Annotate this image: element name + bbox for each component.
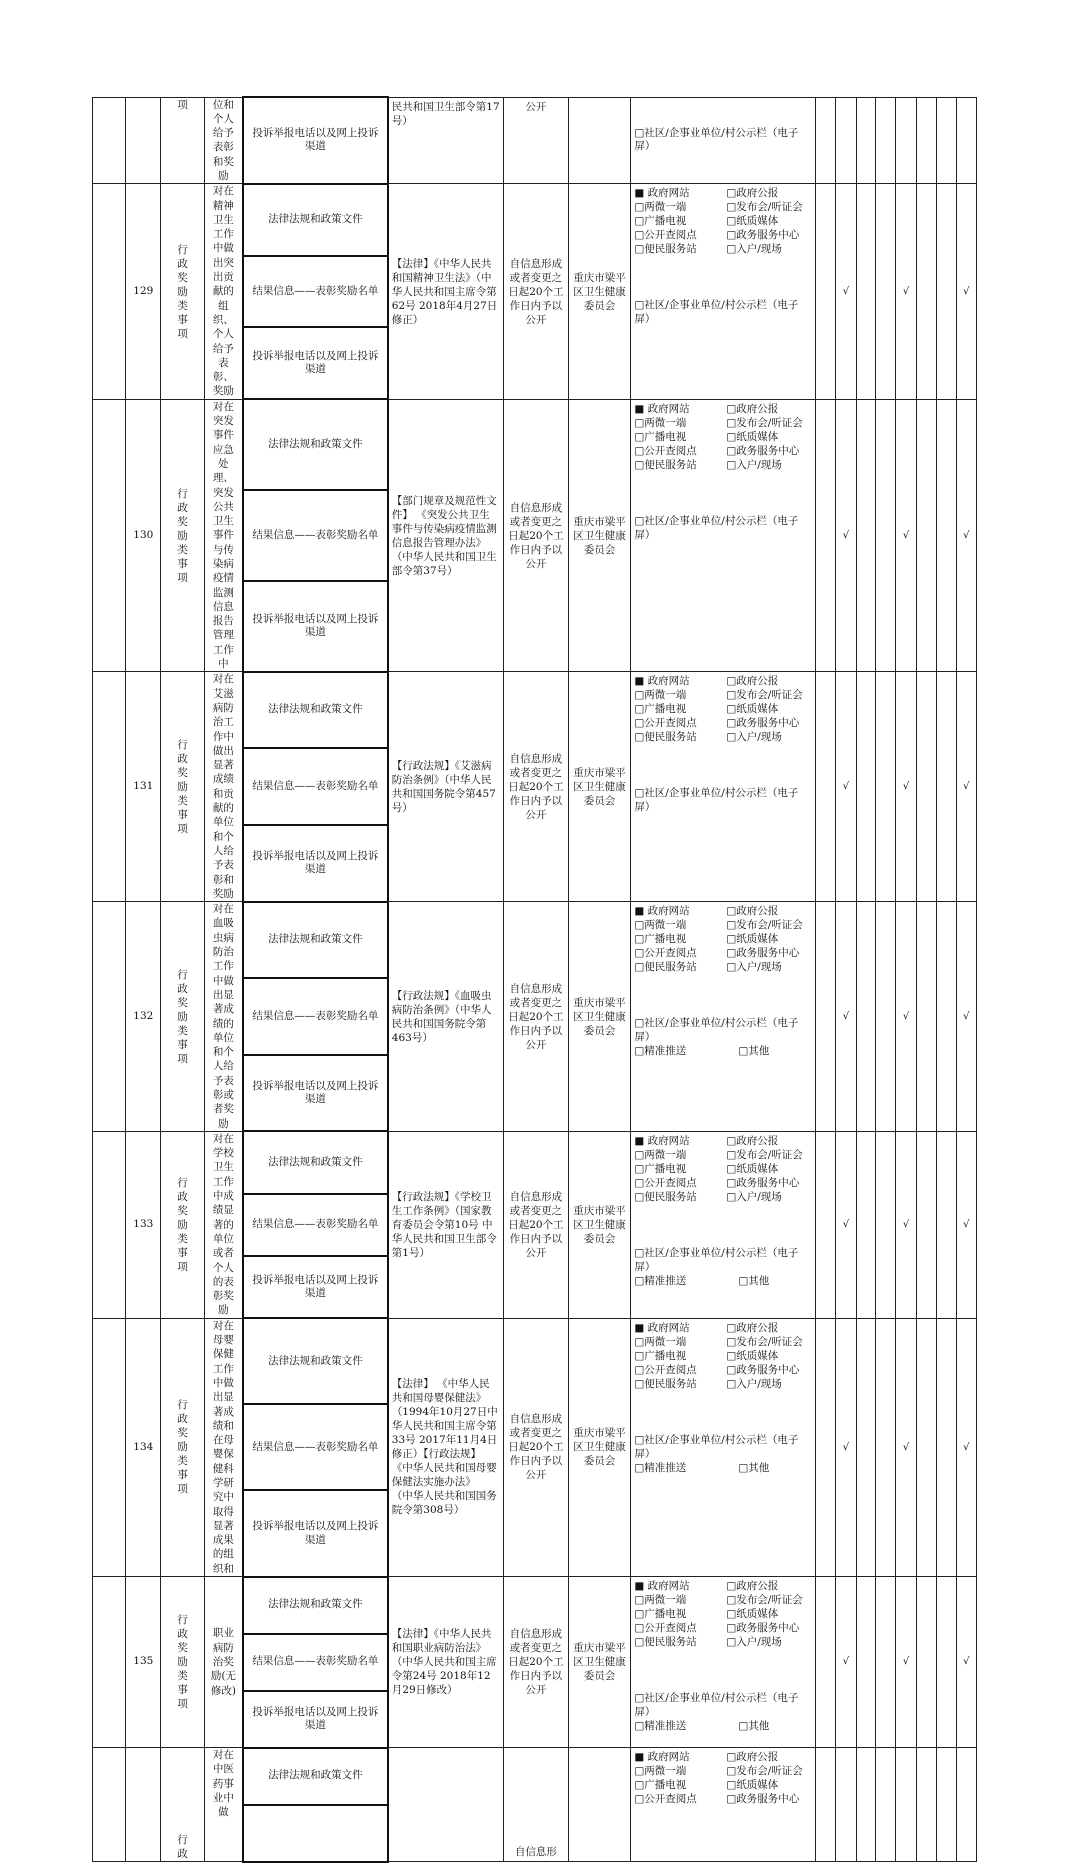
row-number-cell: 130 bbox=[126, 399, 161, 672]
channel-option: □广播电视 bbox=[634, 1162, 687, 1175]
flag-cell bbox=[816, 1577, 836, 1748]
channel-options bbox=[634, 674, 812, 744]
flag-cell-checked: √ bbox=[836, 399, 856, 672]
flag-cell bbox=[896, 1748, 916, 1862]
subject-cell: 重庆市梁平区卫生健康委员会 bbox=[568, 184, 631, 399]
flag-cell bbox=[936, 1318, 956, 1576]
basis-cell: 【法律】 《中华人民共和国母婴保健法》（1994年10月27日中华人民共和国主席令第33号 2017年11月4日修正）【行政法规】 《中华人民共和国母婴保健法实施办法》 （中华人民共和国国务院令第308号） bbox=[388, 1318, 504, 1576]
category-cell: 行政奖励类事项 bbox=[161, 1318, 205, 1576]
channel-option: □政务服务中心 bbox=[726, 229, 800, 242]
channel-option: □发布会/听证会 bbox=[726, 1148, 803, 1161]
flag-cell-checked: √ bbox=[956, 672, 976, 902]
subject-cell: 重庆市梁平区卫生健康委员会 bbox=[568, 1318, 631, 1576]
channel-option: ■ 政府网站 bbox=[634, 1321, 690, 1334]
table-row bbox=[93, 184, 977, 256]
channel-option: □政务服务中心 bbox=[726, 1363, 800, 1376]
channel-option: □广播电视 bbox=[634, 703, 687, 716]
channel-option: □广播电视 bbox=[634, 933, 687, 946]
flag-cell-checked: √ bbox=[896, 1577, 916, 1748]
flag-cell bbox=[816, 1318, 836, 1576]
flag-cell-checked: √ bbox=[956, 399, 976, 672]
sub-item-complaints: 投诉举报电话以及网上投诉渠道 bbox=[243, 1691, 388, 1748]
flag-cell bbox=[936, 1131, 956, 1318]
table-row bbox=[93, 399, 977, 490]
row-number-cell: 135 bbox=[126, 1577, 161, 1748]
flag-cell bbox=[856, 672, 876, 902]
flag-cell-checked: √ bbox=[956, 1318, 976, 1576]
channel-option: □政务服务中心 bbox=[726, 717, 800, 730]
channel-option: ■ 政府网站 bbox=[634, 905, 690, 918]
channel-option: □纸质媒体 bbox=[726, 933, 779, 946]
sub-item-laws: 法律法规和政策文件 bbox=[243, 1131, 388, 1193]
item-cell: 对在精神卫生工作中做出突出贡献的组织、个人给予表彰、奖励 bbox=[204, 184, 242, 399]
flag-cell-checked: √ bbox=[836, 672, 856, 902]
flag-cell-checked: √ bbox=[896, 672, 916, 902]
sub-item-results bbox=[243, 1805, 388, 1862]
flag-cell bbox=[936, 1577, 956, 1748]
subject-cell: 重庆市梁平区卫生健康委员会 bbox=[568, 1577, 631, 1748]
flag-cell-checked: √ bbox=[956, 1131, 976, 1318]
sub-item-laws: 法律法规和政策文件 bbox=[243, 902, 388, 979]
channel-push: □精准推送 bbox=[634, 1274, 687, 1287]
table-row-partial-bottom bbox=[93, 1748, 977, 1805]
category-cell: 行政奖励类事项 bbox=[161, 1131, 205, 1318]
flag-cell bbox=[916, 97, 936, 184]
channel-option: ■ 政府网站 bbox=[634, 402, 690, 415]
subject-cell: 重庆市梁平区卫生健康委员会 bbox=[568, 672, 631, 902]
row-number-cell: 133 bbox=[126, 1131, 161, 1318]
flag-cell bbox=[876, 672, 896, 902]
channel-option: □广播电视 bbox=[634, 430, 687, 443]
channel-option: □入户/现场 bbox=[726, 731, 782, 744]
channel-option: □政府公报 bbox=[726, 905, 779, 918]
row-number-cell: 134 bbox=[126, 1318, 161, 1576]
channel-option: □政府公报 bbox=[726, 402, 779, 415]
channel-option: □广播电视 bbox=[634, 1608, 687, 1621]
category-cell: 行政 bbox=[161, 1748, 205, 1862]
flag-cell bbox=[816, 399, 836, 672]
sub-item-results: 结果信息——表彰奖励名单 bbox=[243, 1404, 388, 1490]
channel-option: □纸质媒体 bbox=[726, 1608, 779, 1621]
channel-option: □纸质媒体 bbox=[726, 703, 779, 716]
flag-cell bbox=[916, 1318, 936, 1576]
flag-cell bbox=[816, 1131, 836, 1318]
channel-option: □政府公报 bbox=[726, 1321, 779, 1334]
item-cell: 对在学校卫生工作中成绩显著的单位或者个人的表彰奖励 bbox=[204, 1131, 242, 1318]
channel-option: ■ 政府网站 bbox=[634, 1134, 690, 1147]
channel-option: □入户/现场 bbox=[726, 1190, 782, 1203]
flag-cell bbox=[856, 1577, 876, 1748]
channel-option: □广播电视 bbox=[634, 1349, 687, 1362]
flag-cell bbox=[876, 184, 896, 399]
sub-item-results: 结果信息——表彰奖励名单 bbox=[243, 978, 388, 1055]
sub-item-complaints: 投诉举报电话以及网上投诉渠道 bbox=[243, 1055, 388, 1132]
channel-options bbox=[634, 186, 812, 256]
channel-option: □发布会/听证会 bbox=[726, 919, 803, 932]
channel-bulletin: □社区/企事业单位/村公示栏（电子屏） bbox=[634, 1017, 799, 1044]
sub-item-laws: 法律法规和政策文件 bbox=[243, 672, 388, 749]
channel-push: □精准推送 bbox=[634, 1461, 687, 1474]
flag-cell bbox=[816, 184, 836, 399]
channel-options bbox=[634, 1750, 812, 1806]
basis-cell: 【行政法规】《艾滋病防治条例》（中华人民共和国国务院令第457号） bbox=[388, 672, 504, 902]
channel-options bbox=[634, 904, 812, 974]
flag-cell bbox=[856, 902, 876, 1132]
category-cell: 行政奖励类事项 bbox=[161, 672, 205, 902]
flag-cell bbox=[876, 1318, 896, 1576]
channel-options bbox=[634, 1321, 812, 1391]
channel-option: □政务服务中心 bbox=[726, 1176, 800, 1189]
blank-cell bbox=[93, 97, 126, 184]
channel-push: □精准推送 bbox=[634, 1045, 687, 1058]
sub-item-results: 结果信息——表彰奖励名单 bbox=[243, 256, 388, 328]
flag-cell-checked: √ bbox=[956, 184, 976, 399]
blank-cell bbox=[93, 1748, 126, 1862]
blank-cell bbox=[93, 1577, 126, 1748]
time-cell: 公开 bbox=[504, 97, 569, 184]
category-cell: 项 bbox=[161, 97, 205, 184]
channel-option: □两微一端 bbox=[634, 689, 687, 702]
channel-extra bbox=[634, 1719, 812, 1733]
time-cell: 自信息形成或者变更之日起20个工作日内予以公开 bbox=[504, 1131, 569, 1318]
sub-item-results: 结果信息——表彰奖励名单 bbox=[243, 1194, 388, 1256]
channel-option: ■ 政府网站 bbox=[634, 187, 690, 200]
item-cell: 位和个人给予表彰和奖励 bbox=[204, 97, 242, 184]
sub-item-laws: 法律法规和政策文件 bbox=[243, 1577, 388, 1634]
channel-cell: □社区/企事业单位/村公示栏（电子屏） bbox=[631, 97, 816, 184]
flag-cell bbox=[936, 1748, 956, 1862]
channel-option: □入户/现场 bbox=[726, 1636, 782, 1649]
time-cell: 自信息形 bbox=[504, 1748, 569, 1862]
channel-option: □政务服务中心 bbox=[726, 444, 800, 457]
channel-option: □便民服务站 bbox=[634, 961, 697, 974]
channel-option: □政务服务中心 bbox=[726, 1622, 800, 1635]
channel-option: □公开查阅点 bbox=[634, 1363, 697, 1376]
channel-option: □便民服务站 bbox=[634, 458, 697, 471]
flag-cell bbox=[936, 902, 956, 1132]
flag-cell-checked: √ bbox=[956, 1577, 976, 1748]
flag-cell bbox=[816, 1748, 836, 1862]
subject-cell: 重庆市梁平区卫生健康委员会 bbox=[568, 399, 631, 672]
subject-cell bbox=[568, 1748, 631, 1862]
channel-option: □两微一端 bbox=[634, 919, 687, 932]
flag-cell bbox=[916, 1131, 936, 1318]
channel-option: □便民服务站 bbox=[634, 1636, 697, 1649]
subject-cell: 重庆市梁平区卫生健康委员会 bbox=[568, 902, 631, 1132]
basis-cell bbox=[388, 1748, 504, 1862]
flag-cell bbox=[836, 1748, 856, 1862]
item-cell: 对在艾滋病防治工作中做出显著成绩和贡献的单位和个人给予表彰和奖励 bbox=[204, 672, 242, 902]
channel-option: □发布会/听证会 bbox=[726, 1765, 803, 1778]
channel-option: □两微一端 bbox=[634, 1148, 687, 1161]
time-cell: 自信息形成或者变更之日起20个工作日内予以公开 bbox=[504, 1577, 569, 1748]
channel-option: □公开查阅点 bbox=[634, 229, 697, 242]
time-cell: 自信息形成或者变更之日起20个工作日内予以公开 bbox=[504, 399, 569, 672]
channel-option: □发布会/听证会 bbox=[726, 689, 803, 702]
channel-option: □两微一端 bbox=[634, 1765, 687, 1778]
channel-option: □便民服务站 bbox=[634, 731, 697, 744]
channel-option: □两微一端 bbox=[634, 1335, 687, 1348]
flag-cell bbox=[936, 184, 956, 399]
category-cell: 行政奖励类事项 bbox=[161, 902, 205, 1132]
channel-cell bbox=[631, 1318, 816, 1576]
channel-bulletin: □社区/企事业单位/村公示栏（电子屏） bbox=[634, 1692, 799, 1719]
channel-cell bbox=[631, 399, 816, 672]
channel-option: □纸质媒体 bbox=[726, 215, 779, 228]
sub-item-complaints: 投诉举报电话以及网上投诉渠道 bbox=[243, 825, 388, 902]
flag-cell bbox=[916, 672, 936, 902]
subject-cell bbox=[568, 97, 631, 184]
channel-extra bbox=[634, 1461, 812, 1475]
channel-option: □发布会/听证会 bbox=[726, 1335, 803, 1348]
channel-option: □两微一端 bbox=[634, 201, 687, 214]
subject-cell: 重庆市梁平区卫生健康委员会 bbox=[568, 1131, 631, 1318]
flag-cell bbox=[856, 1318, 876, 1576]
basis-cell: 【行政法规】《血吸虫病防治条例》（中华人民共和国国务院令第463号） bbox=[388, 902, 504, 1132]
channel-options bbox=[634, 1579, 812, 1649]
row-number-cell bbox=[126, 97, 161, 184]
channel-option: □公开查阅点 bbox=[634, 947, 697, 960]
flag-cell bbox=[816, 902, 836, 1132]
category-cell: 行政奖励类事项 bbox=[161, 184, 205, 399]
flag-cell bbox=[836, 97, 856, 184]
channel-option: □入户/现场 bbox=[726, 1377, 782, 1390]
item-cell: 对在母婴保健工作中做出显著成绩和在母婴保健科学研究中取得显著成果的组织和 bbox=[204, 1318, 242, 1576]
channel-other: □其他 bbox=[738, 1720, 770, 1733]
channel-cell bbox=[631, 1748, 816, 1862]
basis-cell: 【法律】《中华人民共和国精神卫生法》（中华人民共和国主席令第62号 2018年4月27日修正） bbox=[388, 184, 504, 399]
channel-bulletin: □社区/企事业单位/村公示栏（电子屏） bbox=[634, 1246, 799, 1273]
flag-cell bbox=[856, 1131, 876, 1318]
channel-option: □政府公报 bbox=[726, 1751, 779, 1764]
item-cell: 职业病防治奖励(无修改) bbox=[204, 1577, 242, 1748]
table-row-partial-top bbox=[93, 97, 977, 184]
flag-cell bbox=[936, 399, 956, 672]
flag-cell-checked: √ bbox=[896, 184, 916, 399]
channel-option: □政府公报 bbox=[726, 675, 779, 688]
channel-option: □广播电视 bbox=[634, 215, 687, 228]
row-number-cell: 131 bbox=[126, 672, 161, 902]
blank-cell bbox=[93, 672, 126, 902]
flag-cell bbox=[916, 184, 936, 399]
flag-cell bbox=[876, 1131, 896, 1318]
channel-option: ■ 政府网站 bbox=[634, 1751, 690, 1764]
channel-option: □政府公报 bbox=[726, 1134, 779, 1147]
sub-item-complaints: 投诉举报电话以及网上投诉渠道 bbox=[243, 327, 388, 399]
channel-push: □精准推送 bbox=[634, 1720, 687, 1733]
flag-cell-checked: √ bbox=[956, 902, 976, 1132]
disclosure-table-sheet bbox=[92, 96, 977, 1861]
channel-option: □公开查阅点 bbox=[634, 444, 697, 457]
channel-option: □公开查阅点 bbox=[634, 1793, 697, 1806]
table-row bbox=[93, 1577, 977, 1634]
channel-option: □纸质媒体 bbox=[726, 1779, 779, 1792]
flag-cell bbox=[876, 1577, 896, 1748]
blank-cell bbox=[93, 1131, 126, 1318]
flag-cell bbox=[936, 672, 956, 902]
sub-item-complaints: 投诉举报电话以及网上投诉渠道 bbox=[243, 581, 388, 672]
blank-cell bbox=[93, 399, 126, 672]
sub-item-laws: 法律法规和政策文件 bbox=[243, 184, 388, 256]
channel-option: □两微一端 bbox=[634, 416, 687, 429]
channel-extra bbox=[634, 1274, 812, 1288]
sub-item-results: 结果信息——表彰奖励名单 bbox=[243, 1634, 388, 1691]
basis-cell: 民共和国卫生部令第17号） bbox=[388, 97, 504, 184]
channel-option: □公开查阅点 bbox=[634, 1622, 697, 1635]
channel-other: □其他 bbox=[738, 1045, 770, 1058]
row-number-cell bbox=[126, 1748, 161, 1862]
channel-option: ■ 政府网站 bbox=[634, 1580, 690, 1593]
flag-cell-checked: √ bbox=[896, 1131, 916, 1318]
channel-option: □纸质媒体 bbox=[726, 1349, 779, 1362]
channel-option: □便民服务站 bbox=[634, 1377, 697, 1390]
flag-cell bbox=[816, 97, 836, 184]
time-cell: 自信息形成或者变更之日起20个工作日内予以公开 bbox=[504, 184, 569, 399]
flag-cell bbox=[876, 97, 896, 184]
sub-item-results: 结果信息——表彰奖励名单 bbox=[243, 490, 388, 581]
flag-cell bbox=[876, 399, 896, 672]
flag-cell-checked: √ bbox=[896, 399, 916, 672]
channel-cell bbox=[631, 902, 816, 1132]
sub-item-complaints: 投诉举报电话以及网上投诉渠道 bbox=[243, 1490, 388, 1576]
flag-cell-checked: √ bbox=[836, 1577, 856, 1748]
sub-item-complaints: 投诉举报电话以及网上投诉渠道 bbox=[243, 1256, 388, 1318]
table-row bbox=[93, 1131, 977, 1193]
row-number-cell: 132 bbox=[126, 902, 161, 1132]
flag-cell bbox=[816, 672, 836, 902]
channel-cell bbox=[631, 1131, 816, 1318]
flag-cell bbox=[916, 1577, 936, 1748]
channel-option: □公开查阅点 bbox=[634, 717, 697, 730]
flag-cell bbox=[876, 1748, 896, 1862]
flag-cell bbox=[936, 97, 956, 184]
channel-cell bbox=[631, 184, 816, 399]
flag-cell bbox=[916, 902, 936, 1132]
channel-option: □入户/现场 bbox=[726, 961, 782, 974]
sub-item-cell: 投诉举报电话以及网上投诉渠道 bbox=[243, 97, 388, 184]
channel-option: □政府公报 bbox=[726, 1580, 779, 1593]
blank-cell bbox=[93, 1318, 126, 1576]
time-cell: 自信息形成或者变更之日起20个工作日内予以公开 bbox=[504, 902, 569, 1132]
table-row bbox=[93, 902, 977, 979]
channel-option: □发布会/听证会 bbox=[726, 1594, 803, 1607]
table-row bbox=[93, 1318, 977, 1404]
channel-bulletin: □社区/企事业单位/村公示栏（电子屏） bbox=[634, 787, 799, 814]
blank-cell bbox=[93, 184, 126, 399]
flag-cell-checked: √ bbox=[836, 902, 856, 1132]
channel-option: □便民服务站 bbox=[634, 1190, 697, 1203]
channel-option: □发布会/听证会 bbox=[726, 416, 803, 429]
sub-item-laws: 法律法规和政策文件 bbox=[243, 1748, 388, 1805]
channel-option: □便民服务站 bbox=[634, 243, 697, 256]
basis-cell: 【行政法规】《学校卫生工作条例》（国家教育委员会令第10号 中华人民共和国卫生部令第1号） bbox=[388, 1131, 504, 1318]
basis-cell: 【法律】《中华人民共和国职业病防治法》（中华人民共和国主席令第24号 2018年12月29日修改） bbox=[388, 1577, 504, 1748]
flag-cell-checked: √ bbox=[836, 1131, 856, 1318]
channel-other: □其他 bbox=[738, 1461, 770, 1474]
item-cell: 对在突发事件应急处理、突发公共卫生事件与传染病疫情监测信息报告管理工作中 bbox=[204, 399, 242, 672]
channel-option: □纸质媒体 bbox=[726, 1162, 779, 1175]
channel-option: □入户/现场 bbox=[726, 243, 782, 256]
time-cell: 自信息形成或者变更之日起20个工作日内予以公开 bbox=[504, 672, 569, 902]
disclosure-table bbox=[92, 96, 977, 1863]
channel-extra bbox=[634, 1044, 812, 1058]
basis-cell: 【部门规章及规范性文件】 《突发公共卫生事件与传染病疫情监测信息报告管理办法》 （中华人民共和国卫生部令第37号） bbox=[388, 399, 504, 672]
flag-cell bbox=[876, 902, 896, 1132]
channel-options bbox=[634, 1134, 812, 1204]
flag-cell bbox=[856, 97, 876, 184]
flag-cell-checked: √ bbox=[836, 1318, 856, 1576]
flag-cell-checked: √ bbox=[896, 1318, 916, 1576]
channel-option: □两微一端 bbox=[634, 1594, 687, 1607]
channel-bulletin: □社区/企事业单位/村公示栏（电子屏） bbox=[634, 1433, 799, 1460]
item-cell: 对在血吸虫病防治工作中做出显著成绩的单位和个人给予表彰或者奖励 bbox=[204, 902, 242, 1132]
flag-cell bbox=[856, 399, 876, 672]
channel-cell bbox=[631, 672, 816, 902]
sub-item-laws: 法律法规和政策文件 bbox=[243, 1318, 388, 1404]
flag-cell bbox=[956, 1748, 976, 1862]
category-cell: 行政奖励类事项 bbox=[161, 1577, 205, 1748]
flag-cell bbox=[896, 97, 916, 184]
flag-cell bbox=[856, 1748, 876, 1862]
row-number-cell: 129 bbox=[126, 184, 161, 399]
blank-cell bbox=[93, 902, 126, 1132]
time-cell: 自信息形成或者变更之日起20个工作日内予以公开 bbox=[504, 1318, 569, 1576]
channel-option: □纸质媒体 bbox=[726, 430, 779, 443]
category-cell: 行政奖励类事项 bbox=[161, 399, 205, 672]
sub-item-laws: 法律法规和政策文件 bbox=[243, 399, 388, 490]
sub-item-results: 结果信息——表彰奖励名单 bbox=[243, 748, 388, 825]
channel-option: ■ 政府网站 bbox=[634, 675, 690, 688]
channel-option: □公开查阅点 bbox=[634, 1176, 697, 1189]
channel-bulletin: □社区/企事业单位/村公示栏（电子屏） bbox=[634, 299, 799, 326]
flag-cell bbox=[956, 97, 976, 184]
channel-option: □发布会/听证会 bbox=[726, 201, 803, 214]
channel-option: □广播电视 bbox=[634, 1779, 687, 1792]
channel-option: □入户/现场 bbox=[726, 458, 782, 471]
flag-cell bbox=[916, 399, 936, 672]
flag-cell bbox=[916, 1748, 936, 1862]
channel-option: □政务服务中心 bbox=[726, 947, 800, 960]
channel-option: □政务服务中心 bbox=[726, 1793, 800, 1806]
channel-option: □政府公报 bbox=[726, 187, 779, 200]
channel-options bbox=[634, 402, 812, 472]
channel-other: □其他 bbox=[738, 1274, 770, 1287]
flag-cell-checked: √ bbox=[896, 902, 916, 1132]
item-cell: 对在中医药事业中做 bbox=[204, 1748, 242, 1862]
channel-bulletin: □社区/企事业单位/村公示栏（电子屏） bbox=[634, 514, 799, 541]
flag-cell-checked: √ bbox=[836, 184, 856, 399]
table-row bbox=[93, 672, 977, 749]
flag-cell bbox=[856, 184, 876, 399]
channel-cell bbox=[631, 1577, 816, 1748]
